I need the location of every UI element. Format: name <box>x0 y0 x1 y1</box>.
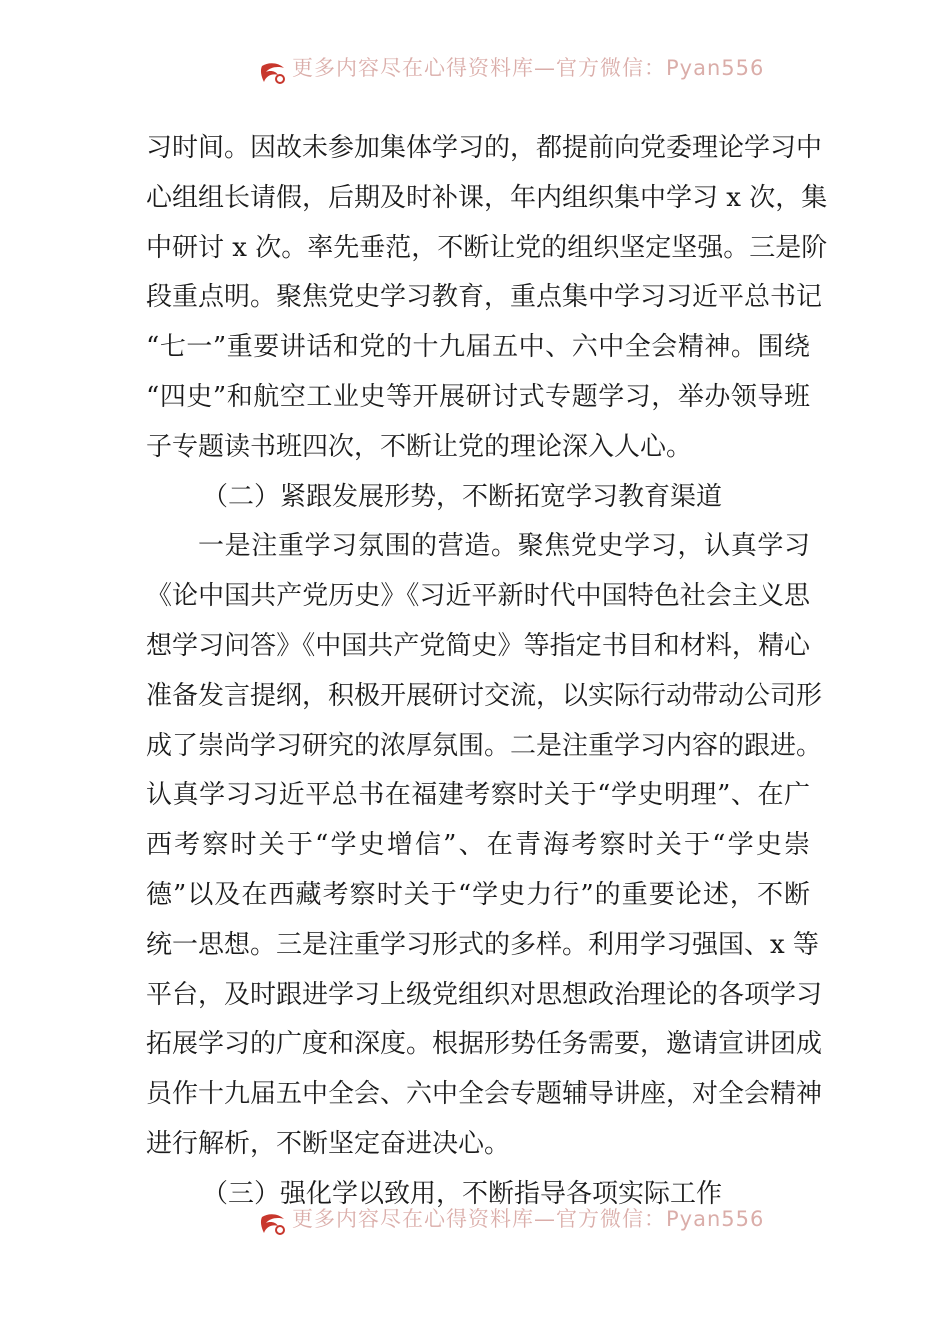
document-body <box>146 124 828 1220</box>
body-line: 进行解析，不断坚定奋进决心。 <box>146 1128 511 1159</box>
section-heading: （三）强化学以致用，不断指导各项实际工作 <box>202 1178 723 1209</box>
body-line: 平台，及时跟进学习上级党组织对思想政治理论的各项学习 <box>146 979 823 1010</box>
body-line: 《论中国共产党历史》《习近平新时代中国特色社会主义思 <box>146 581 810 612</box>
body-line: 员作十九届五中全会、六中全会专题辅导讲座，对全会精神 <box>146 1079 823 1110</box>
watermark-text: 更多内容尽在心得资料库—官方微信：Pyan556 <box>292 1207 765 1231</box>
body-line: 一是注重学习氛围的营造。聚焦党史学习，认真学习 <box>198 531 810 562</box>
body-line: 西考察时关于“学史增信”、在青海考察时关于“学史崇 <box>146 830 810 861</box>
body-line: 子专题读书班四次，不断让党的理论深入人心。 <box>146 431 693 462</box>
body-line: 统一思想。三是注重学习形式的多样。利用学习强国、x 等 <box>146 929 819 960</box>
body-line: 准备发言提纲，积极开展研讨交流，以实际行动带动公司形 <box>146 680 823 711</box>
section-heading: （二）紧跟发展形势，不断拓宽学习教育渠道 <box>202 481 723 512</box>
body-line: “四史”和航空工业史等开展研讨式专题学习，举办领导班 <box>146 381 810 412</box>
body-line: 心组组长请假，后期及时补课，年内组织集中学习 x 次，集 <box>146 182 828 213</box>
body-line: 段重点明。聚焦党史学习教育，重点集中学习习近平总书记 <box>146 282 823 313</box>
watermark-logo-icon <box>258 1211 288 1237</box>
body-line: “七一”重要讲话和党的十九届五中、六中全会精神。围绕 <box>146 332 810 363</box>
body-line: 认真学习习近平总书在福建考察时关于“学史明理”、在广 <box>146 780 810 811</box>
body-line: 中研讨 x 次。率先垂范，不断让党的组织坚定坚强。三是阶 <box>146 232 828 263</box>
body-line: 德”以及在西藏考察时关于“学史力行”的重要论述，不断 <box>146 879 810 910</box>
footer-watermark <box>0 1205 950 1239</box>
body-line: 拓展学习的广度和深度。根据形势任务需要，邀请宣讲团成 <box>146 1029 823 1060</box>
body-line: 成了崇尚学习研究的浓厚氛围。二是注重学习内容的跟进。 <box>146 730 823 761</box>
watermark-logo-icon <box>258 60 288 86</box>
body-line: 想学习问答》《中国共产党简史》等指定书目和材料，精心 <box>146 630 810 661</box>
body-line: 习时间。因故未参加集体学习的，都提前向党委理论学习中 <box>146 133 823 163</box>
header-watermark <box>0 52 950 86</box>
watermark-text: 更多内容尽在心得资料库—官方微信：Pyan556 <box>292 56 765 80</box>
